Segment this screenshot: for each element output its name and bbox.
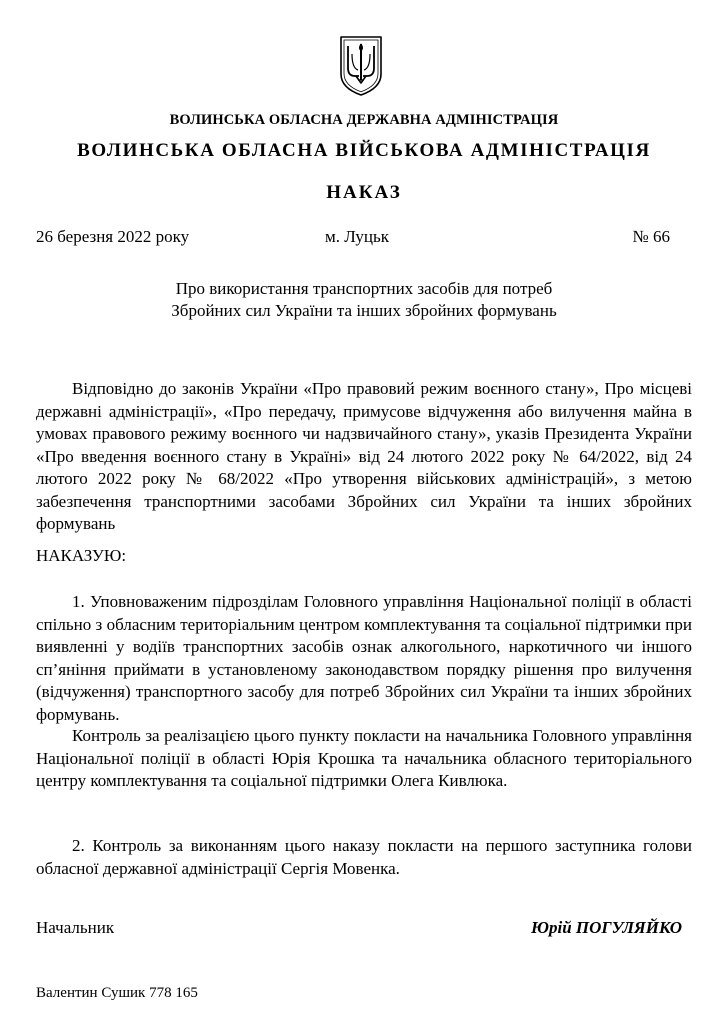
order-item-1: 1. Уповноваженим підрозділам Головного управління Національної поліції в області спільно з обласним територіальним центром комплектування та соціальної підтримки при виявленні у водіїв транспортних засобів ознак алкогольного, наркотичного чи іншого сп’яніння приймати в установленому законодавством порядку рішення про вилучення (відчуження) транспортного засобу для потреб Збройних сил України та інших збройних формувань. [36,592,692,724]
preamble-paragraph: Відповідно до законів України «Про правовий режим воєнного стану», Про місцеві державні адміністрації», «Про передачу, примусове відчуження або вилучення майна в умовах правового режиму воєнного чи надзвичайного стану», указів Президента України «Про введення воєнного стану в Україні» від 24 лютого 2022 року № 64/2022, від 24 лютого 2022 року № 68/2022 «Про утворення військових адміністрацій», з метою забезпечення транспортними засобами Збройних сил України та інших збройних формувань [36,379,692,533]
executor-info: Валентин Сушик 778 165 [36,985,198,1001]
document-city: м. Луцьк [325,227,389,246]
signatory-name: Юрій ПОГУЛЯЙКО [531,918,682,937]
document-subject [0,278,728,322]
order-item-2: 2. Контроль за виконанням цього наказу покласти на першого заступника голови обласної державної адміністрації Сергія Мовенка. [36,836,692,878]
organization-name-civil: ВОЛИНСЬКА ОБЛАСНА ДЕРЖАВНА АДМІНІСТРАЦІЯ [169,112,559,128]
document-date: 26 березня 2022 року [36,227,190,246]
signatory-position: Начальник [36,918,115,937]
order-keyword: НАКАЗУЮ: [36,546,127,565]
coat-of-arms-icon [338,34,384,98]
order-item-1-control: Контроль за реалізацією цього пункту покласти на начальника Головного управління Національної поліції в області Юрія Крошка та начальника обласного територіального центру комплектування та соціальної підтримки Олега Кивлюка. [36,726,692,790]
document-type: НАКАЗ [326,182,402,203]
document-number: № 66 [632,227,670,246]
organization-name-military: ВОЛИНСЬКА ОБЛАСНА ВІЙСЬКОВА АДМІНІСТРАЦІЯ [77,140,651,161]
subject-line: Збройних сил України та інших збройних формувань [171,301,557,320]
subject-line: Про використання транспортних засобів для потреб [175,279,553,298]
